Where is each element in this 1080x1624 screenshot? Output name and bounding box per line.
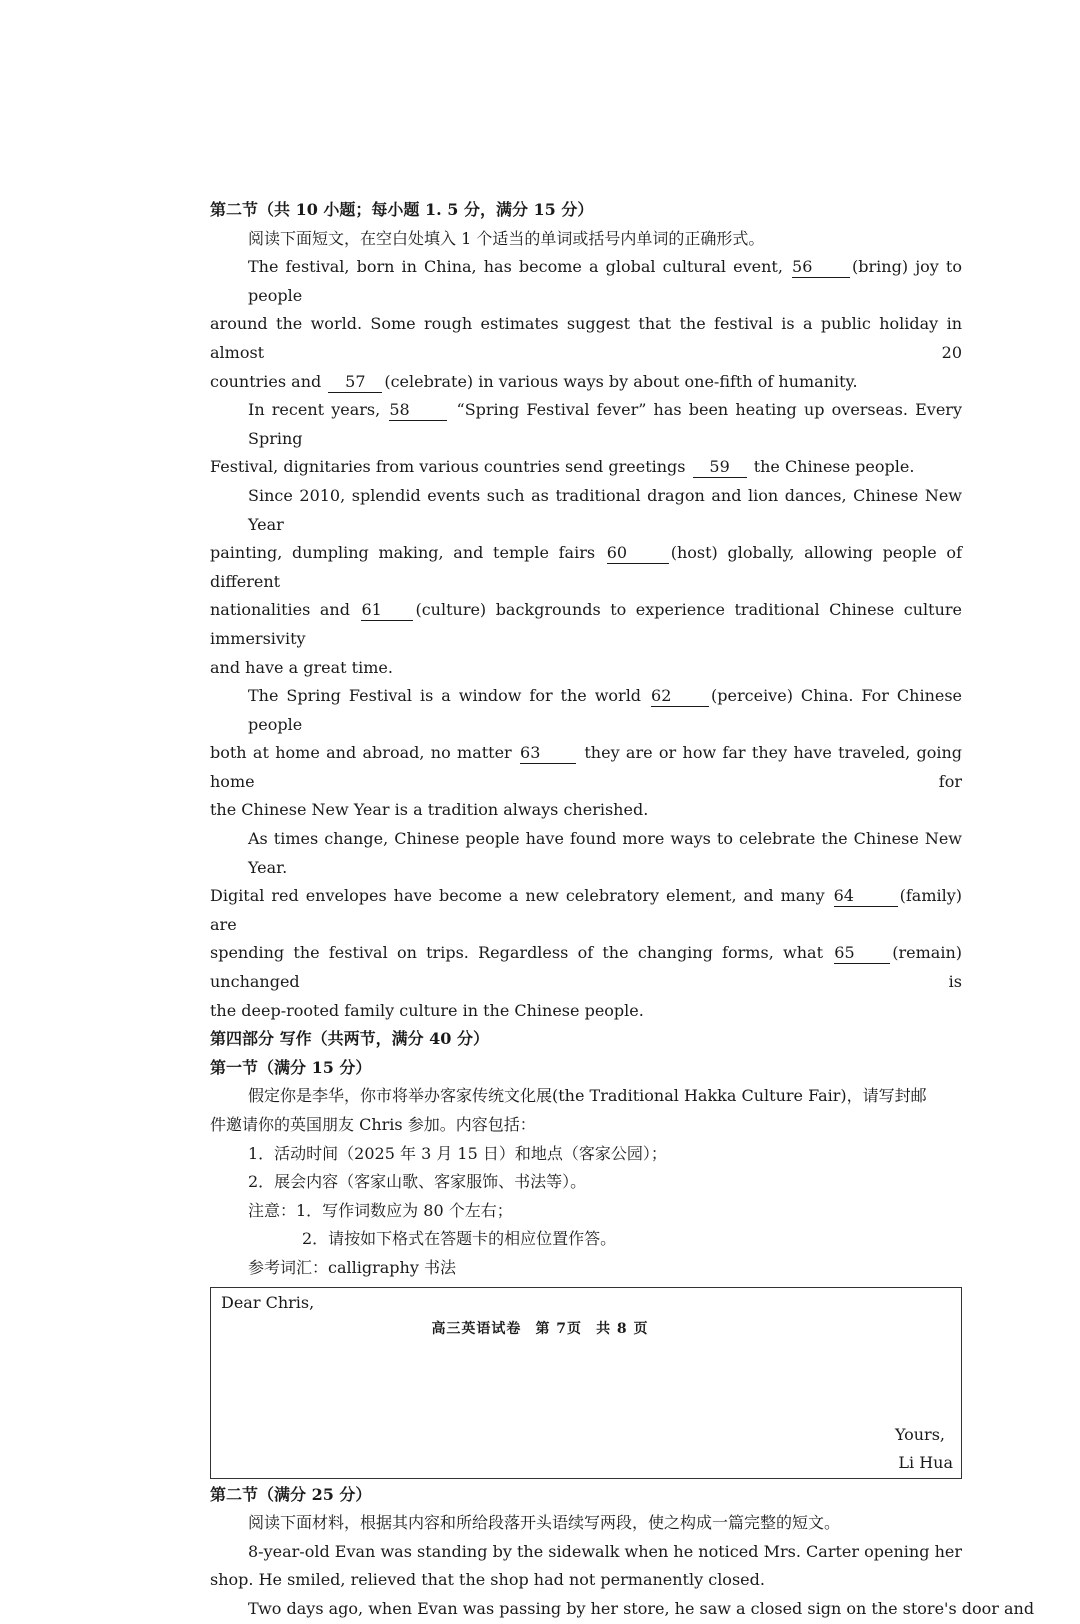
passage-line: The Spring Festival is a window for the world 62 (perceive) China. For Chinese people bbox=[248, 686, 963, 734]
exam-page bbox=[210, 196, 1035, 1624]
footer-page-total: 共 8 页 bbox=[596, 1321, 649, 1337]
writing-requirement-1: 1．活动时间（2025 年 3 月 15 日）和地点（客家公园）； bbox=[248, 1143, 667, 1163]
letter-closing: Yours, bbox=[894, 1424, 945, 1444]
passage-line: The festival, born in China, has become a global cultural event, 56 (bring) joy to people bbox=[248, 257, 962, 305]
passage-line: both at home and abroad, no matter 63 they are or how far they have traveled, going home for bbox=[210, 743, 963, 791]
section2-heading: 第二节（共 10 小题；每小题 1. 5 分，满分 15 分） bbox=[210, 200, 594, 219]
letter-greeting: Dear Chris, bbox=[221, 1292, 315, 1312]
passage-line: countries and 57 (celebrate) in various ways by about one-fifth of humanity. bbox=[210, 371, 858, 391]
blank-59[interactable]: 59 bbox=[693, 457, 747, 478]
passage-line: Since 2010, splendid events such as traditional dragon and lion dances, Chinese New Year bbox=[248, 485, 962, 534]
blank-64[interactable]: 64 bbox=[834, 886, 898, 907]
writing-note-2: 2．请按如下格式在答题卡的相应位置作答。 bbox=[302, 1229, 617, 1249]
footer-page-number: 第 7页 bbox=[535, 1321, 583, 1337]
writing-prompt-line: 件邀请你的英国朋友 Chris 参加。内容包括： bbox=[210, 1115, 536, 1134]
passage-line: In recent years, 58 “Spring Festival fever” has been heating up overseas. Every Spring bbox=[248, 400, 962, 448]
passage-line: spending the festival on trips. Regardless of the changing forms, what 65 (remain) unchanged is bbox=[210, 943, 962, 992]
blank-56[interactable]: 56 bbox=[792, 257, 850, 278]
passage-line: nationalities and 61 (culture) backgrounds to experience traditional Chinese culture immersivity bbox=[210, 600, 962, 648]
continuation-instruction: 阅读下面材料，根据其内容和所给段落开头语续写两段，使之构成一篇完整的短文。 bbox=[248, 1513, 841, 1533]
passage-line: the deep-rooted family culture in the Chinese people. bbox=[210, 1000, 644, 1020]
blank-61[interactable]: 61 bbox=[361, 600, 413, 621]
letter-answer-box[interactable] bbox=[210, 1287, 962, 1479]
blank-58[interactable]: 58 bbox=[389, 400, 447, 421]
page-footer bbox=[0, 1318, 1080, 1338]
story-line: 8-year-old Evan was standing by the sidewalk when he noticed Mrs. Carter opening her bbox=[248, 1541, 962, 1561]
passage-line: As times change, Chinese people have found more ways to celebrate the Chinese New Year. bbox=[248, 829, 962, 877]
blank-60[interactable]: 60 bbox=[607, 543, 669, 564]
passage-line: the Chinese New Year is a tradition always cherished. bbox=[210, 800, 649, 820]
part4-heading: 第四部分 写作（共两节，满分 40 分） bbox=[210, 1029, 489, 1049]
passage-line: painting, dumpling making, and temple fairs 60 (host) globally, allowing people of different bbox=[210, 543, 962, 591]
blank-57[interactable]: 57 bbox=[328, 372, 382, 393]
reference-vocabulary: 参考词汇：calligraphy 书法 bbox=[248, 1257, 456, 1277]
blank-62[interactable]: 62 bbox=[651, 686, 709, 707]
passage-line: around the world. Some rough estimates suggest that the festival is a public holiday in almost 20 bbox=[210, 314, 962, 362]
story-line: shop. He smiled, relieved that the shop had not permanently closed. bbox=[210, 1570, 765, 1590]
story-line: Two days ago, when Evan was passing by her store, he saw a closed sign on the store's door and bbox=[248, 1598, 1035, 1618]
footer-title: 高三英语试卷 bbox=[431, 1321, 522, 1337]
passage-line: and have a great time. bbox=[210, 657, 393, 677]
writing-section1-heading: 第一节（满分 15 分） bbox=[210, 1057, 372, 1077]
writing-prompt-line: 假定你是李华，你市将举办客家传统文化展(the Traditional Hakka Culture Fair)，请写封邮 bbox=[248, 1086, 927, 1106]
blank-65[interactable]: 65 bbox=[834, 943, 890, 964]
passage-line: Festival, dignitaries from various countries send greetings 59 the Chinese people. bbox=[210, 457, 915, 477]
letter-signature: Li Hua bbox=[898, 1452, 953, 1472]
blank-63[interactable]: 63 bbox=[520, 743, 576, 764]
writing-section2-heading: 第二节（满分 25 分） bbox=[210, 1484, 372, 1504]
passage-line: Digital red envelopes have become a new celebratory element, and many 64 (family) are bbox=[210, 886, 962, 934]
section2-instruction: 阅读下面短文，在空白处填入 1 个适当的单词或括号内单词的正确形式。 bbox=[248, 228, 765, 248]
writing-requirement-2: 2．展会内容（客家山歌、客家服饰、书法等）。 bbox=[248, 1172, 587, 1192]
writing-note-1: 注意：1．写作词数应为 80 个左右； bbox=[248, 1200, 513, 1220]
